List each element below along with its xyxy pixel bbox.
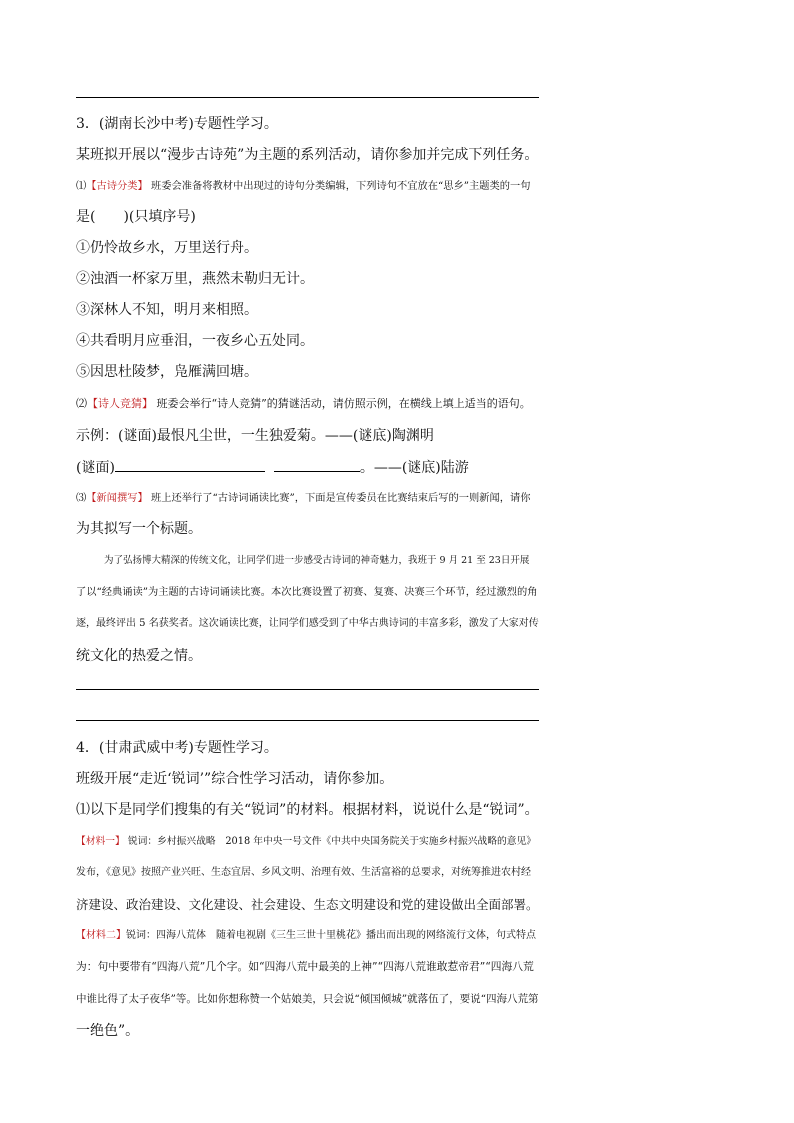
section-tag: 【材料一】 xyxy=(76,836,125,847)
answer-line[interactable] xyxy=(76,689,539,690)
material-line: 中谁比得了太子夜华”等。比如你想称赞一个姑娘美，只会说“倾国倾城”就落伍了，要说“四海八荒第 xyxy=(76,993,539,1005)
example-line: 示例：(谜面)最恨凡尘世，一生独爱菊。——(谜底)陶渊明 xyxy=(76,428,434,444)
part-text: 班上还举行了“古诗词诵读比赛”，下面是宣传委员在比赛结束后写的一则新闻，请你 xyxy=(147,492,531,504)
q3-part2 xyxy=(76,394,531,414)
q3-part1-cont: 是( )(只填序号) xyxy=(76,209,196,225)
q3-part1 xyxy=(76,176,531,196)
part-number: ⑴ xyxy=(76,180,87,192)
section-tag: 【诗人竞猜】 xyxy=(87,397,153,410)
q4-header: 4．(甘肃武威中考)专题性学习。 xyxy=(76,740,278,756)
part-number: ⑶ xyxy=(76,492,87,504)
q3-intro: 某班拟开展以“漫步古诗苑”为主题的系列活动，请你参加并完成下列任务。 xyxy=(76,147,539,163)
part-number: ⑵ xyxy=(76,397,87,410)
material-line: 发布，《意见》按照产业兴旺、生态宜居、乡风文明、治理有效、生活富裕的总要求，对统筹推进农村经 xyxy=(76,867,531,878)
option-5: ⑤因思杜陵梦，凫雁满回塘。 xyxy=(76,364,258,380)
section-tag: 【古诗分类】 xyxy=(86,180,148,192)
blank-line[interactable] xyxy=(274,457,360,472)
material-line: 一绝色”。 xyxy=(76,1023,140,1039)
section-tag: 【材料二】 xyxy=(76,930,126,941)
option-2: ②浊酒一杯家万里，燕然未勒归无计。 xyxy=(76,271,314,287)
material-line: 为：句中要带有“四海八荒”几个字。如“四海八荒中最美的上神”“四海八荒谁敢惹帝君”“四海八荒 xyxy=(76,960,534,973)
part-text: 班委会举行“诗人竞猜”的猜谜活动，请仿照示例，在横线上填上适当的语句。 xyxy=(153,397,531,410)
riddle-answer: 。——(谜底)陆游 xyxy=(359,460,469,476)
material-2 xyxy=(76,926,536,946)
q3-header: 3．(湖南长沙中考)专题性学习。 xyxy=(76,116,278,132)
material-text: 锐词：乡村振兴战略 2018 年中央一号文件《中共中央国务院关于实施乡村振兴战略的意见》 xyxy=(124,836,537,847)
answer-line[interactable] xyxy=(76,97,539,98)
q3-part3 xyxy=(76,488,531,508)
section-tag: 【新闻撰写】 xyxy=(86,492,148,504)
answer-line[interactable] xyxy=(76,720,539,721)
option-3: ③深林人不知，明月来相照。 xyxy=(76,302,258,318)
news-line: 统文化的热爱之情。 xyxy=(76,648,202,664)
news-line: 为了弘扬博大精深的传统文化，让同学们进一步感受古诗词的神奇魅力，我班于 9 月 21 至 23日开展 xyxy=(104,555,530,566)
option-1: ①仍怜故乡水，万里送行舟。 xyxy=(76,240,258,256)
part-text: 班委会准备将教材中出现过的诗句分类编辑，下列诗句不宜放在“思乡”主题类的一句 xyxy=(147,180,531,192)
blank-line[interactable] xyxy=(115,457,265,472)
news-line: 逐，最终评出 5 名获奖者。这次诵读比赛，让同学们感受到了中华古典诗词的丰富多彩，激发了大家对传 xyxy=(76,618,539,629)
answer-row xyxy=(76,457,469,478)
q3-part3-cont: 为其拟写一个标题。 xyxy=(76,521,202,537)
riddle-label: (谜面) xyxy=(76,460,115,476)
material-line: 济建设、政治建设、文化建设、社会建设、生态文明建设和党的建设做出全面部署。 xyxy=(76,897,539,912)
option-4: ④共看明月应垂泪，一夜乡心五处同。 xyxy=(76,333,314,349)
q4-intro: 班级开展“走近‘锐词’”综合性学习活动，请你参加。 xyxy=(76,771,394,787)
material-text: 锐词：四海八荒体 随着电视剧《三生三世十里桃花》播出而出现的网络流行文体，句式特点 xyxy=(126,930,536,941)
material-1 xyxy=(76,832,536,852)
news-line: 了以“经典诵读”为主题的古诗词诵读比赛。本次比赛设置了初赛、复赛、决赛三个环节，经过激烈的角 xyxy=(76,586,538,598)
q4-part1: ⑴以下是同学们搜集的有关“锐词”的材料。根据材料，说说什么是“锐词”。 xyxy=(76,802,539,818)
